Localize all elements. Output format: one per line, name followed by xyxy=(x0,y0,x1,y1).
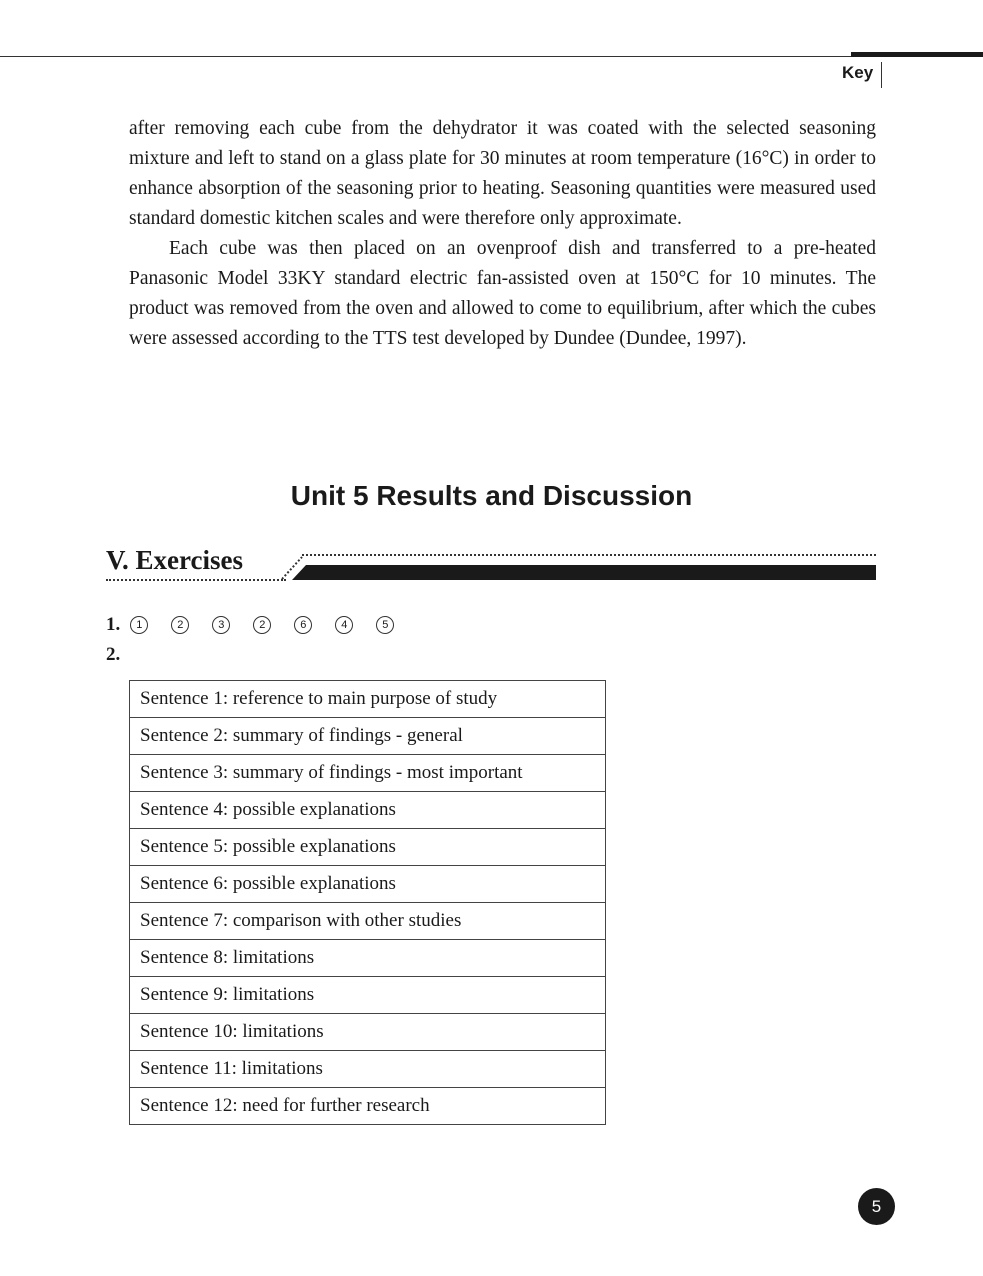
heading-dotted-rule xyxy=(106,579,286,581)
page-number: 5 xyxy=(858,1188,895,1225)
answer-circle: 6 xyxy=(294,616,312,634)
answer-circle: 5 xyxy=(376,616,394,634)
table-row xyxy=(130,1014,606,1051)
paragraph: after removing each cube from the dehydrator it was coated with the selected seasoning mixture and left to stand on a glass plate for 30 minutes at room temperature (16°C) in order to enhance absorption of the seasoning prior to heating. Seasoning quantities were measured used standard domestic kitchen scales and were therefore only approximate. xyxy=(129,118,876,229)
header-bar xyxy=(851,52,983,57)
table-cell: Sentence 12: need for further research xyxy=(130,1088,606,1125)
answer-circle: 1 xyxy=(130,616,148,634)
table-cell: Sentence 10: limitations xyxy=(130,1014,606,1051)
table-cell: Sentence 6: possible explanations xyxy=(130,866,606,903)
table-row xyxy=(130,940,606,977)
table-row xyxy=(130,866,606,903)
answer-circle: 2 xyxy=(171,616,189,634)
heading-dotted-rule xyxy=(302,554,876,556)
table-row xyxy=(130,1051,606,1088)
table-row xyxy=(130,718,606,755)
table-cell: Sentence 5: possible explanations xyxy=(130,829,606,866)
header-rule xyxy=(0,56,851,57)
table-row xyxy=(130,977,606,1014)
table-cell: Sentence 1: reference to main purpose of study xyxy=(130,681,606,718)
table-cell: Sentence 2: summary of findings - general xyxy=(130,718,606,755)
table-row xyxy=(130,755,606,792)
question-1 xyxy=(106,612,417,638)
table-row xyxy=(130,681,606,718)
table-row xyxy=(130,1088,606,1125)
unit-title: Unit 5 Results and Discussion xyxy=(290,480,693,511)
table-cell: Sentence 3: summary of findings - most important xyxy=(130,755,606,792)
running-header: Key xyxy=(842,62,882,88)
table-cell: Sentence 9: limitations xyxy=(130,977,606,1014)
sentence-table xyxy=(129,680,606,1125)
table-cell: Sentence 4: possible explanations xyxy=(130,792,606,829)
table-row xyxy=(130,829,606,866)
table-row xyxy=(130,792,606,829)
answer-circle: 2 xyxy=(253,616,271,634)
exercises-heading: V. Exercises xyxy=(106,545,243,575)
table-cell: Sentence 8: limitations xyxy=(130,940,606,977)
table-row xyxy=(130,903,606,940)
table-cell: Sentence 11: limitations xyxy=(130,1051,606,1088)
body-text xyxy=(129,114,876,354)
question-number: 2. xyxy=(106,644,121,665)
table-cell: Sentence 7: comparison with other studies xyxy=(130,903,606,940)
heading-band xyxy=(292,565,876,580)
answer-circle: 3 xyxy=(212,616,230,634)
question-number: 1. xyxy=(106,614,121,635)
answer-circle: 4 xyxy=(335,616,353,634)
paragraph: Each cube was then placed on an ovenproof dish and transferred to a pre-heated Panasonic Model 33KY standard electric fan-assisted oven at 150°C for 10 minutes. The product was removed from the oven and allowed to come to equilibrium, after which the cubes were assessed according to the TTS test developed by Dundee (Dundee, 1997). xyxy=(129,238,876,349)
